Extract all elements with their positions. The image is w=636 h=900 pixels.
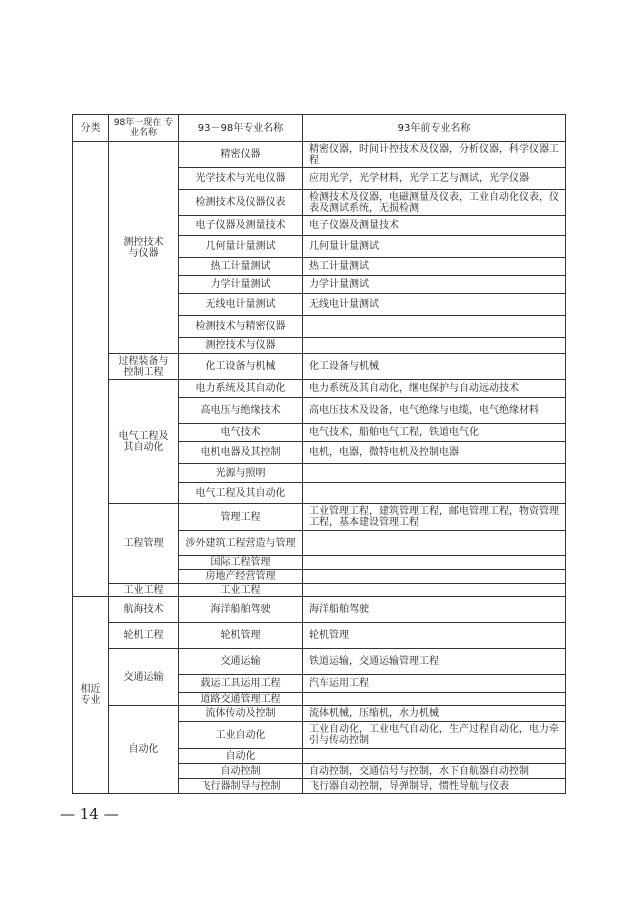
table-row [73, 354, 566, 380]
table-row [73, 706, 566, 722]
table-row [73, 584, 566, 597]
mid-name-cell: 国际工程管理 [179, 556, 303, 570]
desc-cell: 流体机械，压缩机，水力机械 [303, 706, 566, 722]
mid-name-cell: 电气技术 [179, 424, 303, 442]
table-row [73, 597, 566, 623]
desc-cell [303, 338, 566, 354]
desc-cell: 检测技术及仪器，电磁测量及仪表，工业自动化仪表，仪表及测试系统，无损检测 [303, 190, 566, 216]
desc-cell: 精密仪器，时间计控技术及仪器，分析仪器，科学仪器工程 [303, 142, 566, 168]
mid-name-cell: 自动化 [179, 749, 303, 764]
desc-cell: 力学计量测试 [303, 276, 566, 294]
mid-name-cell: 电机电器及其控制 [179, 442, 303, 464]
page-number: — 14 — [60, 805, 119, 823]
group-cell: 航海技术 [109, 597, 179, 623]
desc-cell: 高电压技术及设备，电气绝缘与电缆，电气绝缘材料 [303, 398, 566, 424]
desc-cell: 应用光学，光学材料，光学工艺与测试，光学仪器 [303, 168, 566, 190]
desc-cell: 工业管理工程，建筑管理工程，邮电管理工程，物资管理工程，基本建设管理工程 [303, 504, 566, 531]
desc-cell: 电气技术，船舶电气工程，铁道电气化 [303, 424, 566, 442]
mid-name-cell: 涉外建筑工程营造与管理 [179, 531, 303, 556]
group-cell: 自动化 [109, 706, 179, 794]
desc-cell [303, 556, 566, 570]
mid-name-cell: 精密仪器 [179, 142, 303, 168]
mid-name-cell: 热工计量测试 [179, 258, 303, 276]
mid-name-cell: 飞行器制导与控制 [179, 779, 303, 794]
group-cell: 电气工程及其自动化 [109, 380, 179, 504]
header-93-98-name: 93－98年专业名称 [179, 115, 303, 142]
mid-name-cell: 管理工程 [179, 504, 303, 531]
mid-name-cell: 光源与照明 [179, 464, 303, 483]
desc-cell: 无线电计量测试 [303, 294, 566, 316]
mid-name-cell: 自动控制 [179, 764, 303, 779]
table-row [73, 380, 566, 398]
mid-name-cell: 光学技术与光电仪器 [179, 168, 303, 190]
desc-cell: 电机，电器，微特电机及控制电器 [303, 442, 566, 464]
group-cell: 测控技术与仪器 [109, 142, 179, 354]
table-row [73, 623, 566, 649]
mid-name-cell: 检测技术与精密仪器 [179, 316, 303, 338]
desc-cell: 工业自动化，工业电气自动化，生产过程自动化，电力牵引与传动控制 [303, 722, 566, 749]
mid-name-cell: 海洋船舶驾驶 [179, 597, 303, 623]
desc-cell: 电力系统及其自动化，继电保护与自动远动技术 [303, 380, 566, 398]
header-pre-93-name: 93年前专业名称 [303, 115, 566, 142]
desc-cell: 轮机管理 [303, 623, 566, 649]
header-category: 分类 [73, 115, 109, 142]
major-comparison-table [72, 114, 566, 794]
desc-cell [303, 584, 566, 597]
desc-cell [303, 531, 566, 556]
mid-name-cell: 电子仪器及测量技术 [179, 216, 303, 236]
desc-cell: 飞行器自动控制，导弹制导，惯性导航与仪表 [303, 779, 566, 794]
mid-name-cell: 道路交通管理工程 [179, 693, 303, 706]
mid-name-cell: 电力系统及其自动化 [179, 380, 303, 398]
table-row [73, 142, 566, 168]
desc-cell [303, 570, 566, 584]
table-row [73, 649, 566, 675]
group-cell: 轮机工程 [109, 623, 179, 649]
desc-cell [303, 693, 566, 706]
desc-cell: 几何量计量测试 [303, 236, 566, 258]
mid-name-cell: 交通运输 [179, 649, 303, 675]
desc-cell [303, 749, 566, 764]
mid-name-cell: 载运工具运用工程 [179, 675, 303, 693]
mid-name-cell: 工业自动化 [179, 722, 303, 749]
mid-name-cell: 力学计量测试 [179, 276, 303, 294]
group-cell: 工程管理 [109, 504, 179, 584]
mid-name-cell: 检测技术及仪器仪表 [179, 190, 303, 216]
group-cell: 过程装备与控制工程 [109, 354, 179, 380]
mid-name-cell: 高电压与绝缘技术 [179, 398, 303, 424]
mid-name-cell: 工业工程 [179, 584, 303, 597]
mid-name-cell: 流体传动及控制 [179, 706, 303, 722]
desc-cell [303, 316, 566, 338]
mid-name-cell: 几何量计量测试 [179, 236, 303, 258]
desc-cell: 汽车运用工程 [303, 675, 566, 693]
desc-cell: 热工计量测试 [303, 258, 566, 276]
desc-cell: 化工设备与机械 [303, 354, 566, 380]
mid-name-cell: 电气工程及其自动化 [179, 483, 303, 504]
group-cell: 交通运输 [109, 649, 179, 706]
mid-name-cell: 无线电计量测试 [179, 294, 303, 316]
desc-cell [303, 464, 566, 483]
mid-name-cell: 化工设备与机械 [179, 354, 303, 380]
category-cell-near: 相近专业 [73, 597, 109, 794]
desc-cell: 自动控制，交通信号与控制，水下自航器自动控制 [303, 764, 566, 779]
group-cell: 工业工程 [109, 584, 179, 597]
mid-name-cell: 轮机管理 [179, 623, 303, 649]
desc-cell [303, 483, 566, 504]
desc-cell: 海洋船舶驾驶 [303, 597, 566, 623]
header-current-name: 98年一现在 专业名称 [109, 115, 179, 142]
table-header-row [73, 115, 566, 142]
category-cell-empty [73, 142, 109, 597]
mid-name-cell: 测控技术与仪器 [179, 338, 303, 354]
desc-cell: 铁道运输，交通运输管理工程 [303, 649, 566, 675]
desc-cell: 电子仪器及测量技术 [303, 216, 566, 236]
table-row [73, 504, 566, 531]
mid-name-cell: 房地产经营管理 [179, 570, 303, 584]
